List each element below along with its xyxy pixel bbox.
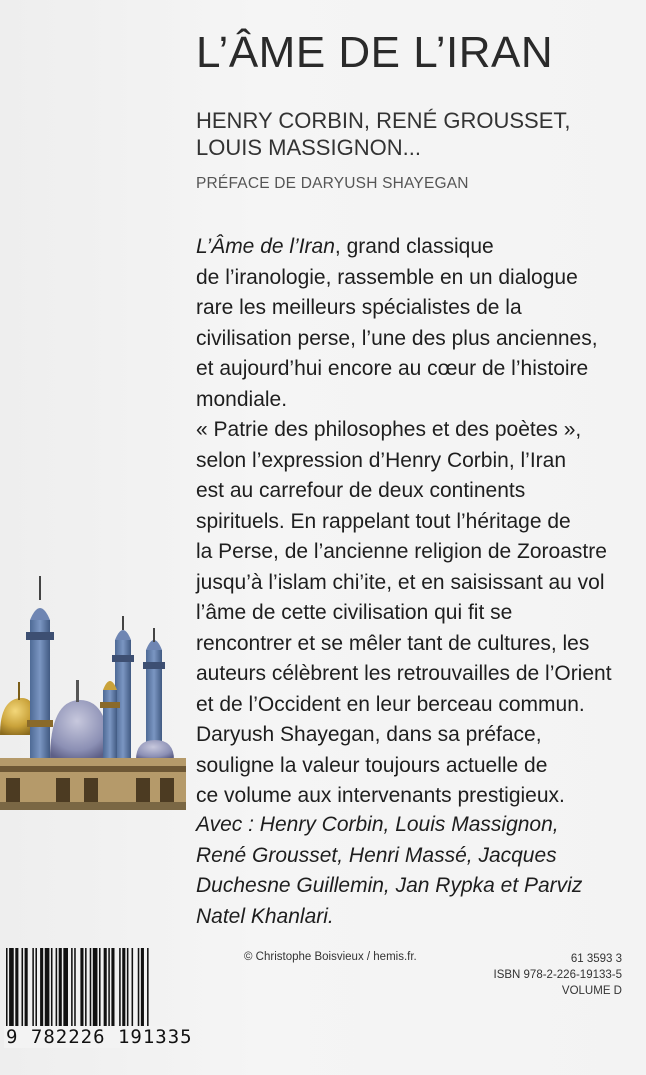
blurb-title-italic: L’Âme de l’Iran <box>196 235 335 258</box>
blurb-line: et aujourd’hui encore au cœur de l’histoire <box>196 357 589 380</box>
contributors-line: Avec : Henry Corbin, Louis Massignon, <box>196 813 559 836</box>
authors-line: HENRY CORBIN, RENÉ GROUSSET, <box>196 108 571 133</box>
blurb-line: civilisation perse, l’une des plus anciennes, <box>196 326 598 350</box>
barcode-number: 9 782226 191335 <box>6 1026 193 1048</box>
blurb-line: rencontrer et se mêler tant de cultures, les <box>196 631 590 655</box>
contributors-line: Natel Khanlari. <box>196 904 334 928</box>
blurb-line: est au carrefour de deux continents <box>196 479 526 502</box>
volume-label: VOLUME D <box>561 985 622 997</box>
blurb-line: la Perse, de l’ancienne religion de Zoroastre <box>196 540 607 563</box>
blurb-line <box>196 232 636 263</box>
blurb-line: selon l’expression d’Henry Corbin, l’Iran <box>196 448 567 472</box>
blurb-line: de l’iranologie, rassemble en un dialogue <box>196 265 578 289</box>
contributors <box>196 810 636 932</box>
blurb-line: auteurs célèbrent les retrouvailles de l’Orient <box>196 662 612 685</box>
isbn: ISBN 978-2-226-19133-5 <box>493 969 622 981</box>
blurb-line: ce volume aux intervenants prestigieux. <box>196 784 565 807</box>
book-title: L’ÂME DE L’IRAN <box>196 28 554 77</box>
contributors-line: Duchesne Guillemin, Jan Rypka et Parviz <box>196 874 583 897</box>
mosque-minarets-illustration <box>0 570 186 810</box>
blurb-line-text: , grand classique <box>334 235 494 258</box>
blurb-line: mondiale. <box>196 387 288 411</box>
blurb-line: rare les meilleurs spécialistes de la <box>196 296 522 319</box>
catalog-codes <box>494 951 623 999</box>
blurb-line: spirituels. En rappelant tout l’héritage de <box>196 509 571 533</box>
blurb-line: souligne la valeur toujours actuelle de <box>196 753 548 777</box>
photo-credit: © Christophe Boisvieux / hemis.fr. <box>244 951 417 963</box>
blurb-line: jusqu’à l’islam chi’ite, et en saisissant au vol <box>196 570 605 594</box>
preface-credit: PRÉFACE DE DARYUSH SHAYEGAN <box>196 175 469 192</box>
blurb-line: Daryush Shayegan, dans sa préface, <box>196 723 542 746</box>
catalog-code: 61 3593 3 <box>570 953 622 965</box>
authors-line: LOUIS MASSIGNON... <box>196 135 421 160</box>
blurb-line: « Patrie des philosophes et des poètes », <box>196 418 582 441</box>
authors <box>196 107 616 161</box>
contributors-line: René Grousset, Henri Massé, Jacques <box>196 843 557 867</box>
blurb-line: l’âme de cette civilisation qui fit se <box>196 601 513 624</box>
blurb-line: et de l’Occident en leur berceau commun. <box>196 692 585 716</box>
blurb <box>196 232 636 812</box>
